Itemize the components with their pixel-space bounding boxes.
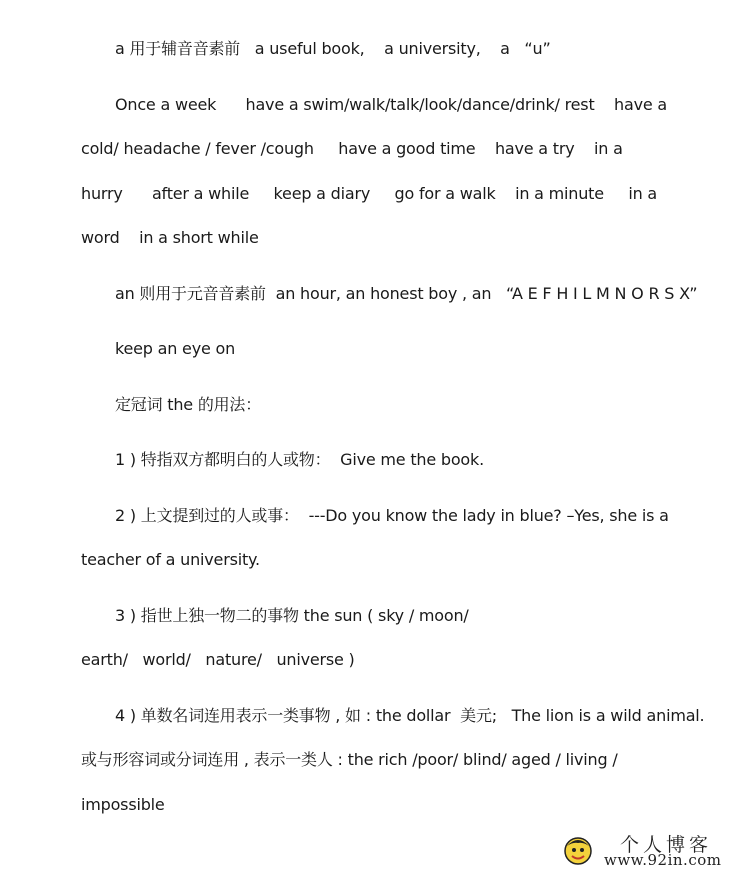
text-line-16: impossible bbox=[81, 795, 165, 814]
text-line-12: 3 ) 指世上独一物二的事物 the sun ( sky / moon/ bbox=[115, 606, 469, 625]
text-line-13: earth/ world/ nature/ universe ) bbox=[81, 650, 355, 669]
text-line-3: cold/ headache / fever /cough have a good time have a try in a bbox=[81, 139, 623, 158]
text-line-4: hurry after a while keep a diary go for a walk in a minute in a bbox=[81, 184, 658, 203]
blog-watermark bbox=[560, 828, 750, 872]
avatar-logo-icon bbox=[563, 834, 593, 866]
text-line-5: word in a short while bbox=[81, 228, 259, 247]
text-line-7: keep an eye on bbox=[115, 339, 236, 358]
text-line-9: 1 ) 特指双方都明白的人或物： Give me the book. bbox=[115, 450, 484, 469]
watermark-url: www.92in.com bbox=[604, 851, 722, 869]
text-line-10: 2 ) 上文提到过的人或事： ---Do you know the lady in blue? –Yes, she is a bbox=[115, 506, 669, 525]
text-line-14: 4 ) 单数名词连用表示一类事物 , 如 : the dollar 美元; The lion is a wild animal. bbox=[115, 706, 705, 725]
text-line-6: an 则用于元音音素前 an hour, an honest boy , an “A E F H I L M N O R S X” bbox=[115, 284, 698, 303]
watermark-title: 个人博客 bbox=[620, 834, 713, 856]
text-line-15: 或与形容词或分词连用 , 表示一类人 : the rich /poor/ blind/ aged / living / bbox=[81, 750, 618, 769]
text-line-11: teacher of a university. bbox=[81, 550, 260, 569]
section-heading-definite-article: 定冠词 the 的用法： bbox=[115, 395, 262, 414]
text-line-1: a 用于辅音音素前 a useful book, a university, a “u” bbox=[115, 39, 551, 58]
text-line-2: Once a week have a swim/walk/talk/look/dance/drink/ rest have a bbox=[115, 95, 668, 114]
